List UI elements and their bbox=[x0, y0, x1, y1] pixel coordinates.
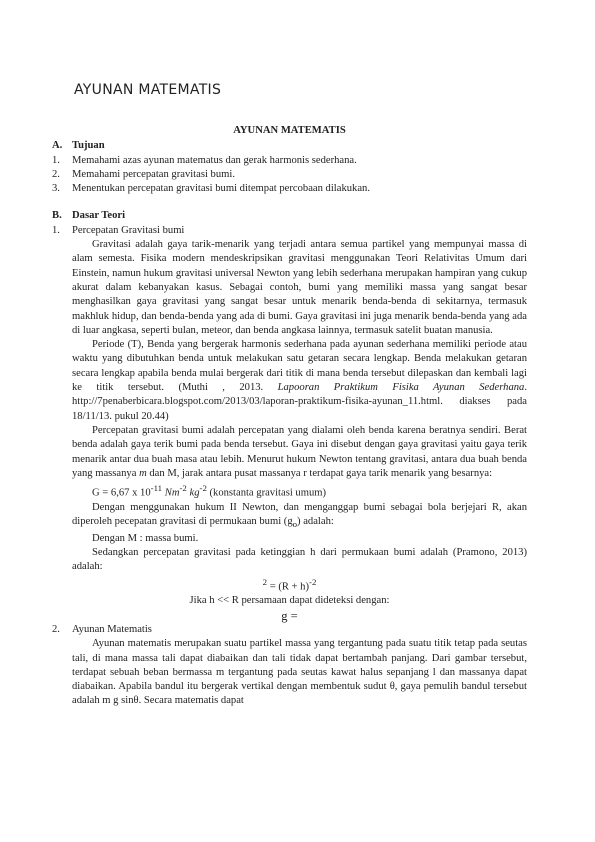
citation-tail: . http://7penaberbicara.blogspot.com/2013/03/laporan-praktikum-fisika-ayunan_11.html. diakses pada 18/11/13. pukul 20.44) bbox=[72, 382, 527, 422]
subsection-heading bbox=[52, 623, 527, 637]
formula-sup: 2 bbox=[262, 576, 268, 587]
list-item bbox=[52, 182, 527, 196]
g-const-exponent-nm: -2 bbox=[179, 483, 187, 494]
newton-text-end: ) adalah: bbox=[297, 516, 334, 528]
section-a-heading bbox=[52, 139, 527, 153]
g-const-exponent: -11 bbox=[150, 483, 163, 494]
list-text: Memahami azas ayunan matematus dan gerak harmonis sederhana. bbox=[72, 154, 357, 166]
section-b-label: B. bbox=[52, 210, 62, 222]
formula-height bbox=[52, 575, 527, 595]
jika-line: Jika h << R persamaan dapat dideteksi dengan: bbox=[189, 595, 390, 607]
list-item bbox=[52, 168, 527, 182]
paragraph-ayunan: Ayunan matematis merupakan suatu partikel massa yang tergantung pada suatu titik tetap pada seutas tali, di mana massa tali dapat diabaikan dan tali tidak dapat bertambah panjang. Dari gambar tersebut, terdapat sebuah beban bermassa m tergantung pada seutas kawat halus sepanjang l dan massanya dapat diabaikan. Apabila bandul itu bergerak vertikal dengan membentuk sudut θ, gaya pemulih bandul tersebut adalah m g sinθ. Secara matematis dapat bbox=[72, 638, 527, 707]
paragraph-ketinggian: Sedangkan percepatan gravitasi pada ketinggian h dari permukaan bumi adalah (Pramono, 2013) adalah: bbox=[72, 546, 527, 573]
document-heading: AYUNAN MATEMATIS bbox=[74, 82, 222, 98]
percepatan-text-end: dan M, jarak antara pusat massanya r terdapat gaya tarik menarik yang besarnya: bbox=[146, 467, 493, 479]
mass-symbol: m bbox=[139, 467, 147, 479]
g-equation: g = bbox=[281, 608, 298, 623]
paragraph-newton bbox=[72, 501, 527, 532]
subsection-number: 2. bbox=[52, 623, 60, 635]
dengan-m-line: Dengan M : massa bumi. bbox=[92, 532, 199, 544]
subsection-number: 1. bbox=[52, 224, 60, 236]
list-number: 2. bbox=[52, 168, 60, 180]
citation-title: Lapooran Praktikum Fisika Ayunan Sederhana bbox=[277, 382, 525, 394]
g-const-unit-kg: kg bbox=[186, 487, 200, 499]
periode-text: Periode (T), Benda yang bergerak harmonis sederhana pada ayunan sederhana memiliki periode atau waktu yang dibutuhkan benda untuk melakukan satu getaran secara lengkap. Benda melakukan getaran secara lengkap apabila benda mulai bergerak dari titik di mana benda tersebut dilepaskan dan kembali lagi ke titik tersebut. (Muthi , 2013. bbox=[72, 339, 527, 394]
g-const-exponent-kg: -2 bbox=[199, 483, 207, 494]
formula-text: = (R + h) bbox=[267, 581, 310, 593]
section-a-label: A. bbox=[52, 140, 63, 152]
g-const-label: (konstanta gravitasi umum) bbox=[206, 487, 327, 499]
document-body bbox=[52, 124, 527, 709]
list-number: 1. bbox=[52, 154, 60, 166]
g-const-value: G = 6,67 x 10 bbox=[92, 487, 151, 499]
formula-exponent: -2 bbox=[309, 576, 317, 587]
subsection-title: Percepatan Gravitasi bumi bbox=[72, 224, 185, 236]
percepatan-text: Percepatan gravitasi bumi adalah percepatan yang dialami oleh benda karena beratnya sendiri. Berat benda adalah gaya terik bumi pada benda tersebut. Gaya ini disebut dengan gaya gravitasi yaitu gaya terik menarik antar dua buah masa atau lebih. Menurut hukum Newton tentang gravitasi, antara dua buah benda yang massanya bbox=[72, 424, 527, 479]
section-b-heading bbox=[52, 209, 527, 223]
subsection-heading bbox=[52, 224, 527, 238]
newton-text: Dengan menggunakan hukum II Newton, dan menganggap bumi sebagai bola berjejari R, akan diperoleh pecepatan gravitasi di permukaan bumi (g bbox=[72, 501, 527, 528]
g-const-unit-nm: Nm bbox=[162, 487, 180, 499]
g-subscript: o bbox=[292, 519, 298, 530]
paragraph-periode bbox=[72, 338, 527, 424]
section-a-title: Tujuan bbox=[72, 140, 105, 152]
list-text: Menentukan percepatan gravitasi bumi ditempat percobaan dilakukan. bbox=[72, 183, 370, 195]
section-b-title: Dasar Teori bbox=[72, 210, 126, 222]
paragraph-percepatan bbox=[72, 424, 527, 481]
list-number: 3. bbox=[52, 183, 60, 195]
subsection-title: Ayunan Matematis bbox=[72, 623, 152, 635]
center-title: AYUNAN MATEMATIS bbox=[233, 125, 346, 136]
list-text: Memahami percepatan gravitasi bumi. bbox=[72, 168, 235, 180]
paragraph-gravitasi: Gravitasi adalah gaya tarik-menarik yang terjadi antara semua partikel yang mempunyai massa di alam semesta. Fisika modern mendeskripsikan gravitasi menggunakan Teori Relativitas Umum dari Einstein, namun hukum gravitasi universal Newton yang lebih sederhana merupakan hampiran yang cukup akurat dalam kebanyakan kasus. Sebagai contoh, bumi yang memiliki massa yang sangat besar menghasilkan gaya gravitasi yang sangat besar untuk menarik benda-benda di sekitarnya, termasuk makhluk hidup, dan benda-benda yang ada di bumi. Gaya gravitasi ini juga menarik benda-benda yang ada di luar angkasa, seperti bulan, meteor, dan benda angkasa lainnya, termasuk satelit buatan manusia. bbox=[72, 239, 527, 336]
list-item bbox=[52, 154, 527, 168]
gravitational-constant bbox=[72, 481, 527, 501]
